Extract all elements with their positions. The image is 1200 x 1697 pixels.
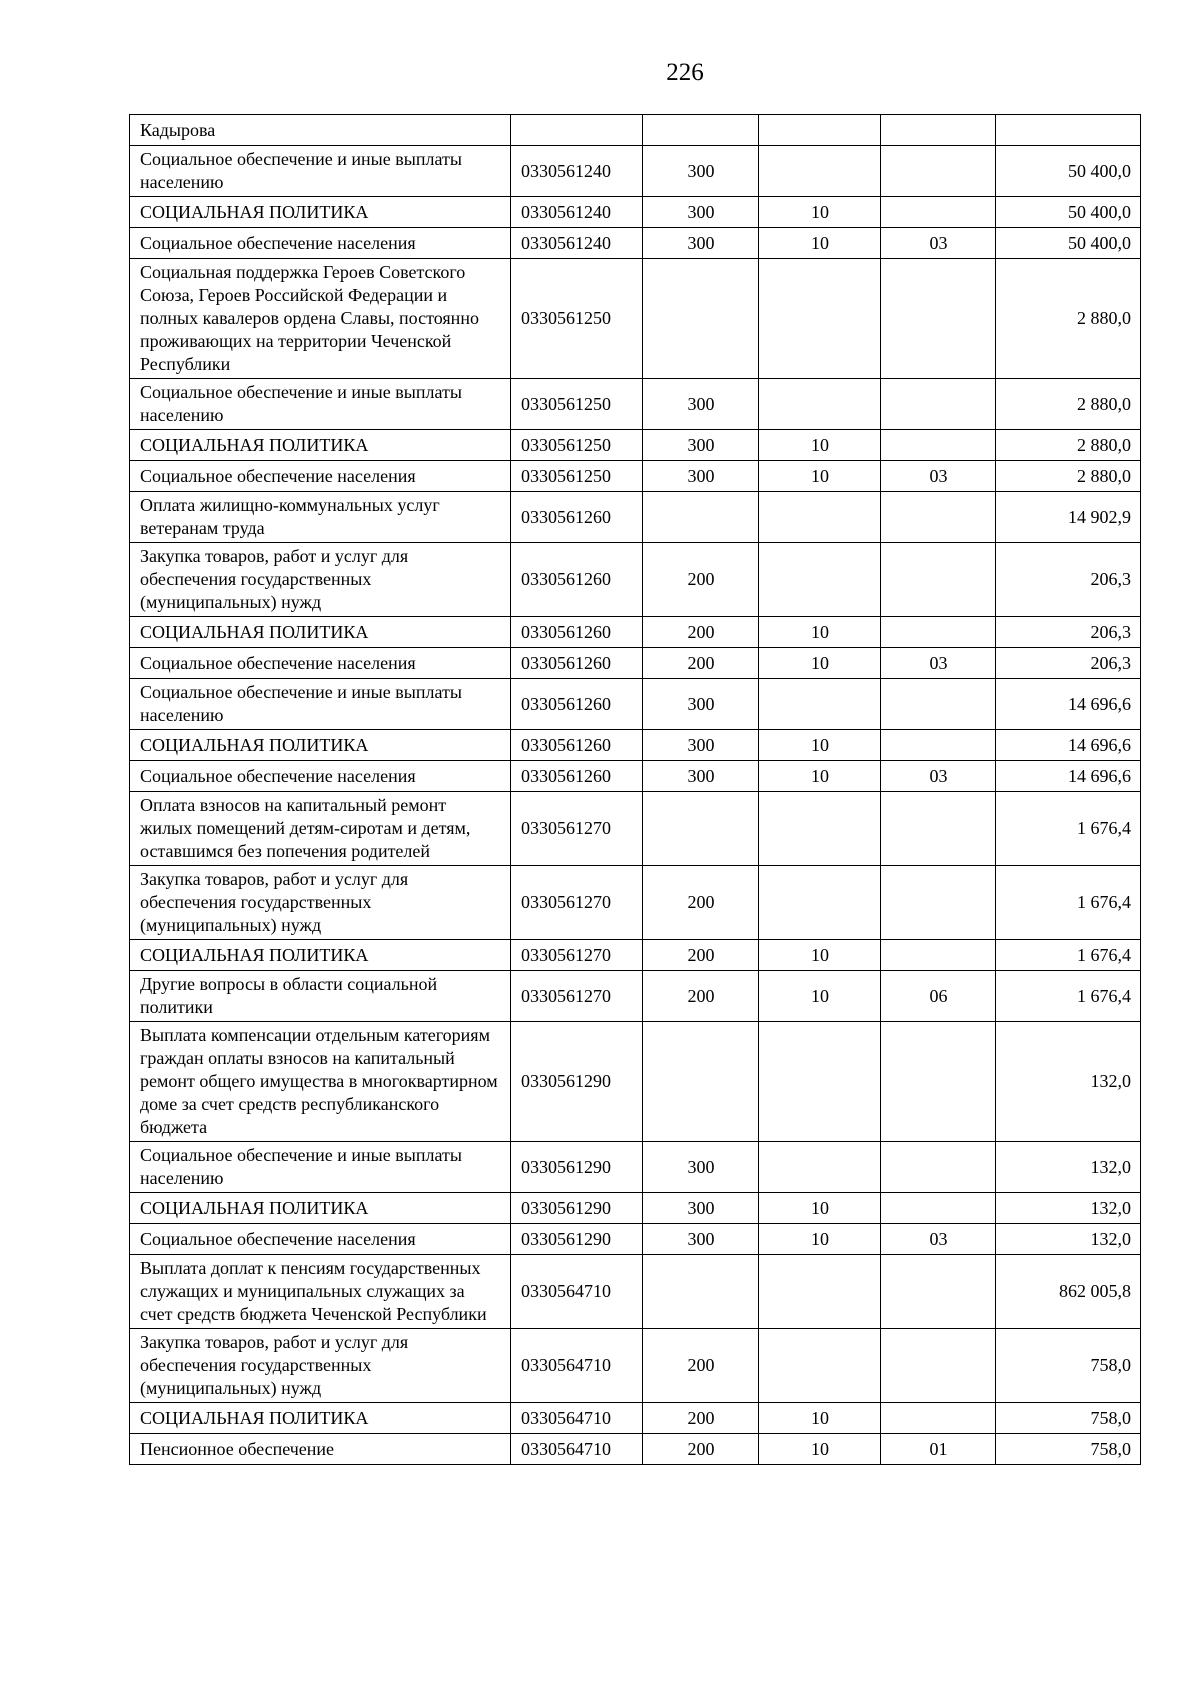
- target-code-cell: 0330564710: [511, 1255, 643, 1329]
- item-name-cell: Социальное обеспечение населения: [130, 761, 511, 792]
- subsection-cell: [881, 792, 996, 866]
- target-code-cell: 0330561260: [511, 761, 643, 792]
- target-code-cell: 0330561270: [511, 792, 643, 866]
- table-row: [130, 679, 1141, 730]
- amount-cell: 206,3: [996, 617, 1141, 648]
- subsection-cell: [881, 940, 996, 971]
- expense-type-cell: [643, 1255, 759, 1329]
- expense-type-cell: 200: [643, 1329, 759, 1403]
- table-row: [130, 648, 1141, 679]
- subsection-cell: 03: [881, 461, 996, 492]
- target-code-cell: 0330564710: [511, 1329, 643, 1403]
- section-cell: 10: [759, 971, 881, 1022]
- section-cell: [759, 1022, 881, 1142]
- item-name-cell: Другие вопросы в области социальной политики: [130, 971, 511, 1022]
- amount-cell: 132,0: [996, 1193, 1141, 1224]
- expense-type-cell: 300: [643, 1224, 759, 1255]
- target-code-cell: 0330561260: [511, 730, 643, 761]
- expense-type-cell: 300: [643, 379, 759, 430]
- item-name-cell: СОЦИАЛЬНАЯ ПОЛИТИКА: [130, 940, 511, 971]
- target-code-cell: 0330561240: [511, 197, 643, 228]
- amount-cell: 758,0: [996, 1434, 1141, 1465]
- expense-type-cell: 200: [643, 940, 759, 971]
- expense-type-cell: [643, 1022, 759, 1142]
- table-row: [130, 430, 1141, 461]
- table-row: [130, 492, 1141, 543]
- target-code-cell: 0330564710: [511, 1434, 643, 1465]
- subsection-cell: [881, 617, 996, 648]
- section-cell: [759, 543, 881, 617]
- subsection-cell: 03: [881, 761, 996, 792]
- item-name-cell: СОЦИАЛЬНАЯ ПОЛИТИКА: [130, 1193, 511, 1224]
- table-row: [130, 228, 1141, 259]
- table-row: [130, 1142, 1141, 1193]
- subsection-cell: 01: [881, 1434, 996, 1465]
- target-code-cell: 0330561250: [511, 430, 643, 461]
- subsection-cell: [881, 197, 996, 228]
- expense-type-cell: 200: [643, 866, 759, 940]
- expense-type-cell: 300: [643, 430, 759, 461]
- expense-type-cell: 300: [643, 679, 759, 730]
- section-cell: 10: [759, 1224, 881, 1255]
- table-row: [130, 940, 1141, 971]
- section-cell: 10: [759, 197, 881, 228]
- amount-cell: 50 400,0: [996, 146, 1141, 197]
- item-name-cell: СОЦИАЛЬНАЯ ПОЛИТИКА: [130, 197, 511, 228]
- target-code-cell: 0330561250: [511, 379, 643, 430]
- subsection-cell: [881, 430, 996, 461]
- expense-type-cell: 300: [643, 730, 759, 761]
- section-cell: [759, 1329, 881, 1403]
- item-name-cell: Выплата компенсации отдельным категориям граждан оплаты взносов на капитальный ремонт общего имущества в многоквартирном доме за счет средств республиканского бюджета: [130, 1022, 511, 1142]
- table-row: [130, 761, 1141, 792]
- subsection-cell: [881, 1142, 996, 1193]
- expense-type-cell: 300: [643, 461, 759, 492]
- item-name-cell: Социальное обеспечение населения: [130, 228, 511, 259]
- table-row: [130, 259, 1141, 379]
- expense-type-cell: 300: [643, 146, 759, 197]
- subsection-cell: [881, 492, 996, 543]
- subsection-cell: [881, 146, 996, 197]
- table-row: [130, 1224, 1141, 1255]
- amount-cell: 132,0: [996, 1022, 1141, 1142]
- expense-type-cell: 200: [643, 971, 759, 1022]
- item-name-cell: СОЦИАЛЬНАЯ ПОЛИТИКА: [130, 430, 511, 461]
- section-cell: 10: [759, 617, 881, 648]
- section-cell: [759, 866, 881, 940]
- target-code-cell: 0330561260: [511, 543, 643, 617]
- subsection-cell: 03: [881, 228, 996, 259]
- amount-cell: 2 880,0: [996, 461, 1141, 492]
- section-cell: 10: [759, 1434, 881, 1465]
- table-row: [130, 1403, 1141, 1434]
- table-row: [130, 146, 1141, 197]
- section-cell: [759, 379, 881, 430]
- budget-table: [129, 114, 1141, 1465]
- amount-cell: 758,0: [996, 1403, 1141, 1434]
- item-name-cell: Пенсионное обеспечение: [130, 1434, 511, 1465]
- page-number: 226: [666, 59, 704, 86]
- section-cell: 10: [759, 761, 881, 792]
- item-name-cell: Социальное обеспечение и иные выплаты населению: [130, 379, 511, 430]
- subsection-cell: [881, 115, 996, 146]
- target-code-cell: 0330561270: [511, 866, 643, 940]
- section-cell: 10: [759, 461, 881, 492]
- amount-cell: 758,0: [996, 1329, 1141, 1403]
- subsection-cell: [881, 1022, 996, 1142]
- expense-type-cell: 300: [643, 228, 759, 259]
- expense-type-cell: 200: [643, 543, 759, 617]
- amount-cell: 2 880,0: [996, 259, 1141, 379]
- target-code-cell: 0330561290: [511, 1224, 643, 1255]
- item-name-cell: Социальное обеспечение и иные выплаты населению: [130, 146, 511, 197]
- expense-type-cell: 300: [643, 1142, 759, 1193]
- subsection-cell: [881, 259, 996, 379]
- amount-cell: 206,3: [996, 648, 1141, 679]
- item-name-cell: СОЦИАЛЬНАЯ ПОЛИТИКА: [130, 617, 511, 648]
- expense-type-cell: 300: [643, 1193, 759, 1224]
- target-code-cell: 0330561240: [511, 228, 643, 259]
- item-name-cell: Социальное обеспечение населения: [130, 461, 511, 492]
- table-row: [130, 792, 1141, 866]
- item-name-cell: Кадырова: [130, 115, 511, 146]
- section-cell: [759, 679, 881, 730]
- amount-cell: 1 676,4: [996, 971, 1141, 1022]
- subsection-cell: 03: [881, 648, 996, 679]
- section-cell: 10: [759, 1193, 881, 1224]
- section-cell: [759, 492, 881, 543]
- item-name-cell: Социальное обеспечение населения: [130, 1224, 511, 1255]
- target-code-cell: 0330561290: [511, 1142, 643, 1193]
- expense-type-cell: [643, 115, 759, 146]
- expense-type-cell: 300: [643, 197, 759, 228]
- section-cell: 10: [759, 730, 881, 761]
- item-name-cell: Социальное обеспечение и иные выплаты населению: [130, 679, 511, 730]
- item-name-cell: Закупка товаров, работ и услуг для обеспечения государственных (муниципальных) нужд: [130, 1329, 511, 1403]
- item-name-cell: Социальное обеспечение населения: [130, 648, 511, 679]
- table-row: [130, 1329, 1141, 1403]
- amount-cell: 2 880,0: [996, 430, 1141, 461]
- table-row: [130, 730, 1141, 761]
- subsection-cell: [881, 679, 996, 730]
- amount-cell: 862 005,8: [996, 1255, 1141, 1329]
- item-name-cell: СОЦИАЛЬНАЯ ПОЛИТИКА: [130, 730, 511, 761]
- item-name-cell: СОЦИАЛЬНАЯ ПОЛИТИКА: [130, 1403, 511, 1434]
- table-row: [130, 379, 1141, 430]
- item-name-cell: Оплата взносов на капитальный ремонт жилых помещений детям-сиротам и детям, оставшимся без попечения родителей: [130, 792, 511, 866]
- section-cell: 10: [759, 1403, 881, 1434]
- budget-table-body: [130, 115, 1141, 1465]
- section-cell: 10: [759, 940, 881, 971]
- amount-cell: 50 400,0: [996, 228, 1141, 259]
- subsection-cell: [881, 1329, 996, 1403]
- subsection-cell: [881, 1403, 996, 1434]
- subsection-cell: [881, 730, 996, 761]
- table-row: [130, 617, 1141, 648]
- section-cell: [759, 146, 881, 197]
- target-code-cell: [511, 115, 643, 146]
- amount-cell: 1 676,4: [996, 792, 1141, 866]
- expense-type-cell: 200: [643, 648, 759, 679]
- table-row: [130, 115, 1141, 146]
- subsection-cell: [881, 1255, 996, 1329]
- section-cell: 10: [759, 430, 881, 461]
- expense-type-cell: 300: [643, 761, 759, 792]
- amount-cell: 1 676,4: [996, 940, 1141, 971]
- target-code-cell: 0330561260: [511, 492, 643, 543]
- target-code-cell: 0330561250: [511, 461, 643, 492]
- amount-cell: 2 880,0: [996, 379, 1141, 430]
- target-code-cell: 0330561260: [511, 617, 643, 648]
- table-row: [130, 1193, 1141, 1224]
- target-code-cell: 0330564710: [511, 1403, 643, 1434]
- target-code-cell: 0330561270: [511, 940, 643, 971]
- table-row: [130, 866, 1141, 940]
- target-code-cell: 0330561260: [511, 648, 643, 679]
- amount-cell: 132,0: [996, 1142, 1141, 1193]
- item-name-cell: Выплата доплат к пенсиям государственных служащих и муниципальных служащих за счет средств бюджета Чеченской Республики: [130, 1255, 511, 1329]
- item-name-cell: Закупка товаров, работ и услуг для обеспечения государственных (муниципальных) нужд: [130, 543, 511, 617]
- subsection-cell: [881, 1193, 996, 1224]
- subsection-cell: 03: [881, 1224, 996, 1255]
- target-code-cell: 0330561290: [511, 1022, 643, 1142]
- expense-type-cell: 200: [643, 1403, 759, 1434]
- amount-cell: 206,3: [996, 543, 1141, 617]
- item-name-cell: Социальная поддержка Героев Советского Союза, Героев Российской Федерации и полных кавалеров ордена Славы, постоянно проживающих на территории Чеченской Республики: [130, 259, 511, 379]
- amount-cell: 14 696,6: [996, 730, 1141, 761]
- expense-type-cell: [643, 792, 759, 866]
- target-code-cell: 0330561290: [511, 1193, 643, 1224]
- table-row: [130, 1022, 1141, 1142]
- expense-type-cell: [643, 492, 759, 543]
- section-cell: [759, 1142, 881, 1193]
- subsection-cell: [881, 866, 996, 940]
- target-code-cell: 0330561250: [511, 259, 643, 379]
- target-code-cell: 0330561270: [511, 971, 643, 1022]
- amount-cell: 50 400,0: [996, 197, 1141, 228]
- target-code-cell: 0330561240: [511, 146, 643, 197]
- expense-type-cell: 200: [643, 1434, 759, 1465]
- amount-cell: 132,0: [996, 1224, 1141, 1255]
- table-row: [130, 461, 1141, 492]
- subsection-cell: [881, 379, 996, 430]
- item-name-cell: Оплата жилищно-коммунальных услуг ветеранам труда: [130, 492, 511, 543]
- table-row: [130, 197, 1141, 228]
- table-row: [130, 971, 1141, 1022]
- amount-cell: 1 676,4: [996, 866, 1141, 940]
- section-cell: [759, 792, 881, 866]
- expense-type-cell: [643, 259, 759, 379]
- subsection-cell: [881, 543, 996, 617]
- target-code-cell: 0330561260: [511, 679, 643, 730]
- amount-cell: 14 902,9: [996, 492, 1141, 543]
- amount-cell: 14 696,6: [996, 761, 1141, 792]
- section-cell: [759, 1255, 881, 1329]
- subsection-cell: 06: [881, 971, 996, 1022]
- table-row: [130, 543, 1141, 617]
- section-cell: [759, 259, 881, 379]
- section-cell: [759, 115, 881, 146]
- table-row: [130, 1434, 1141, 1465]
- section-cell: 10: [759, 648, 881, 679]
- amount-cell: [996, 115, 1141, 146]
- expense-type-cell: 200: [643, 617, 759, 648]
- item-name-cell: Закупка товаров, работ и услуг для обеспечения государственных (муниципальных) нужд: [130, 866, 511, 940]
- table-row: [130, 1255, 1141, 1329]
- amount-cell: 14 696,6: [996, 679, 1141, 730]
- item-name-cell: Социальное обеспечение и иные выплаты населению: [130, 1142, 511, 1193]
- section-cell: 10: [759, 228, 881, 259]
